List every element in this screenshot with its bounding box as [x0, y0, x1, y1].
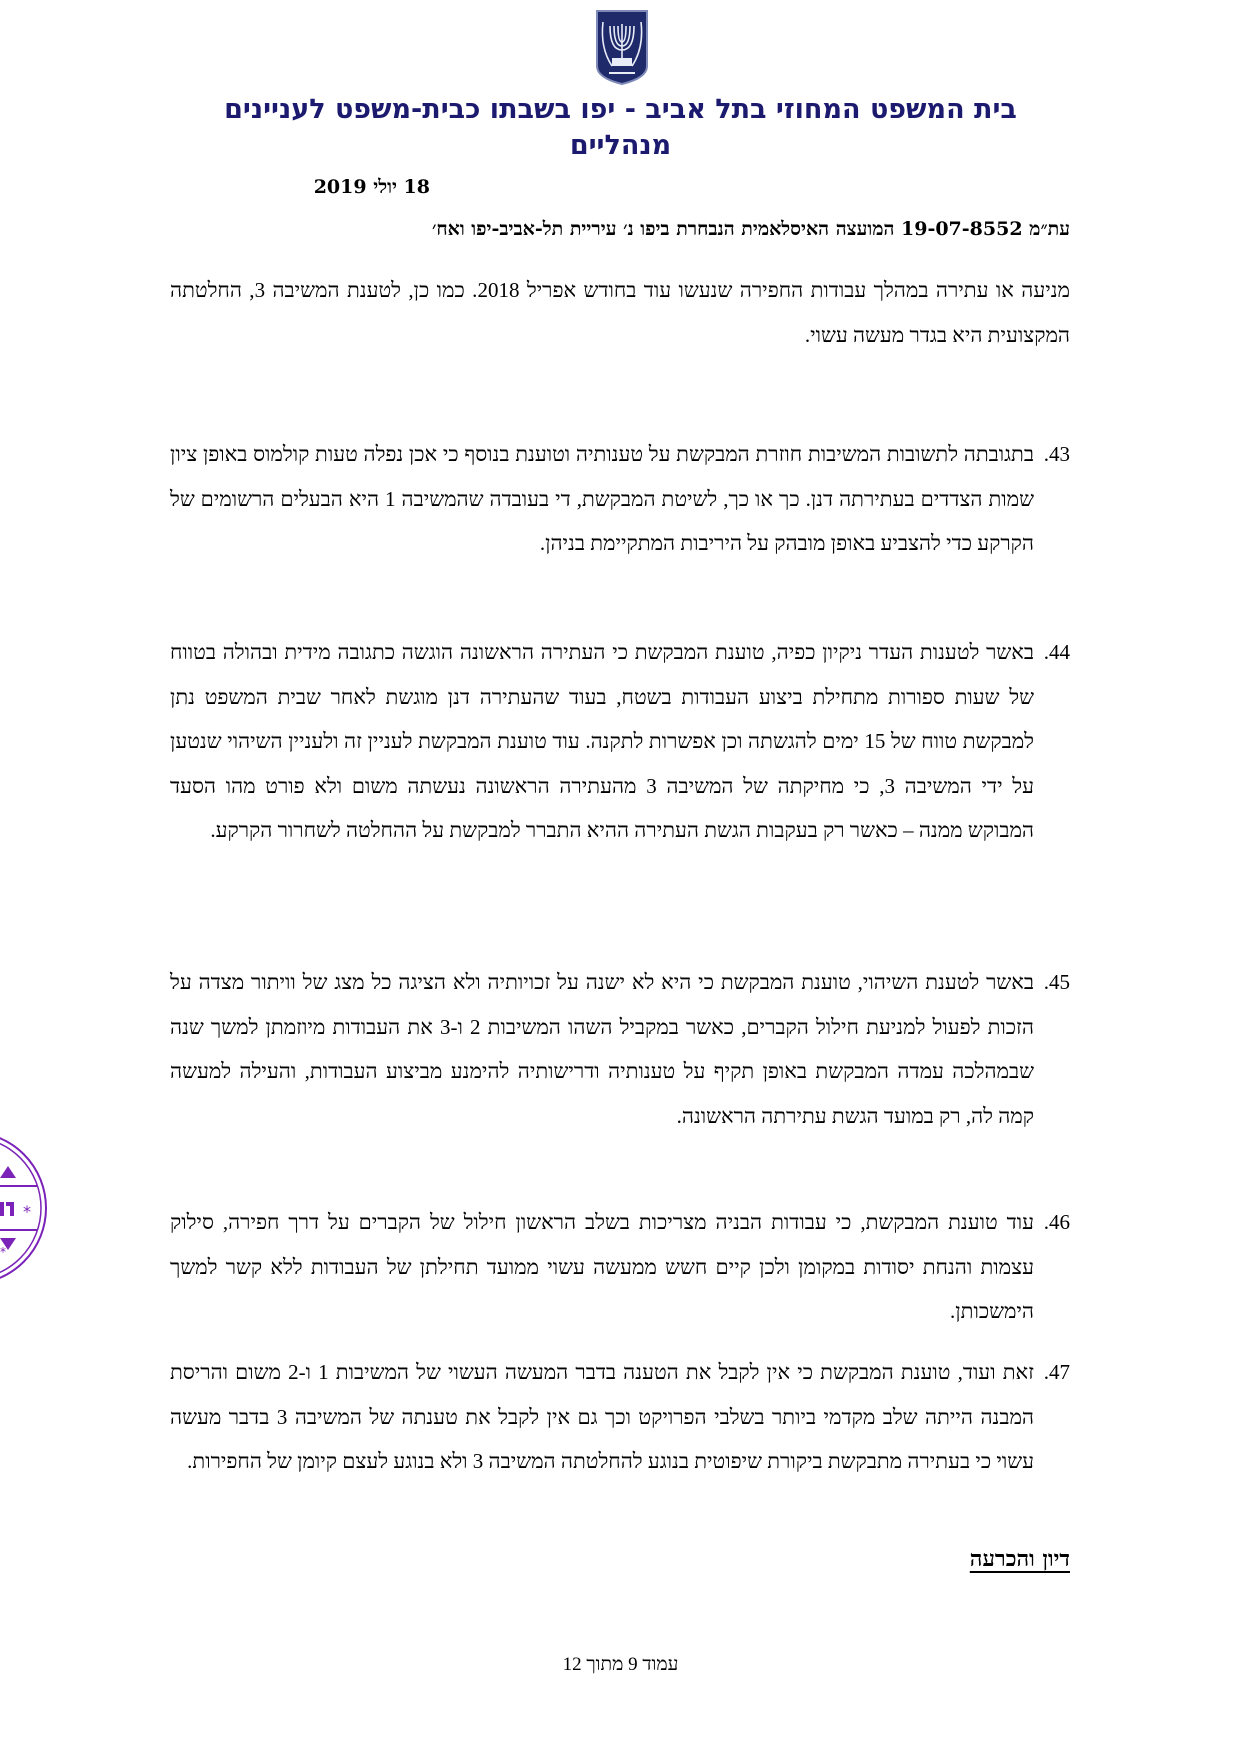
paragraph-number: 46.	[1043, 1210, 1070, 1234]
official-stamp-icon	[0, 1128, 50, 1288]
paragraph-43	[170, 432, 1070, 566]
paragraph-number: 47.	[1043, 1360, 1070, 1384]
page-number-footer: עמוד 9 מתוך 12	[562, 1654, 679, 1675]
svg-text:*: *	[23, 1202, 31, 1221]
case-caption: עת״מ 19-07-8552 המועצה האיסלאמית הנבחרת ביפו נ׳ עיריית תל-אביב-יפו ואח׳	[432, 218, 1070, 240]
state-emblem-icon	[594, 8, 650, 86]
court-title: בית המשפט המחוזי בתל אביב - יפו בשבתו כבית-משפט לעניינים מנהליים	[224, 94, 1017, 161]
paragraph-text: באשר לטענות העדר ניקיון כפיה, טוענת המבקשת כי העתירה הראשונה הוגשה כתגובה מידית ובהולה בטווח של שעות ספורות מתחילת ביצוע העבודות בשטח, בעוד שהעתירה דנן מוגשת לאחר שבית המשפט נתן למבקשת טווח של 15 ימים להגשתה וכן אפשרות לתקנה. עוד טוענת המבקשת לעניין זה ולעניין השיהוי שנטען על ידי המשיבה 3, כי מחיקתה של המשיבה 3 מהעתירה הראשונה נעשתה משום ולא פורט מהו הסעד המבוקש ממנה – כאשר רק בעקבות הגשת העתירה ההיא התברר למבקשת על ההחלטה לשחרור הקרקע.	[170, 640, 1035, 842]
paragraph-number: 43.	[1043, 442, 1070, 466]
paragraph-text: בתגובתה לתשובות המשיבות חוזרת המבקשת על טענותיה וטוענת בנוסף כי אכן נפלה טעות קולמוס באופן ציון שמות הצדדים בעתירתה דנן. כך או כך, לשיטת המבקשת, די בעובדה שהמשיבה 1 היא הבעלים הרשומים של הקרקע כדי להצביע באופן מובהק על היריבות המתקיימת בניהן.	[170, 442, 1034, 555]
paragraph-44	[170, 630, 1070, 853]
paragraph-text: זאת ועוד, טוענת המבקשת כי אין לקבל את הטענה בדבר המעשה העשוי של המשיבות 1 ו-2 משום והריסת המבנה הייתה שלב מקדמי ביותר בשלבי הפרויקט וכך גם אין לקבל את טענתה של המשיבה 3 בדבר מעשה עשוי כי בעתירה מתבקשת ביקורת שיפוטית בנוגע להחלטתה המשיבה 3 ולא בנוגע לעצם קיומן של החפירות.	[170, 1360, 1034, 1473]
svg-text:*: *	[0, 1245, 6, 1259]
paragraph-45	[170, 960, 1070, 1138]
paragraph-46	[170, 1200, 1070, 1334]
paragraph-number: 44.	[1043, 640, 1070, 664]
intro-paragraph: מניעה או עתירה במהלך עבודות החפירה שנעשו עוד בחודש אפריל 2018. כמו כן, לטענת המשיבה 3, החלטתה המקצועית היא בגדר מעשה עשוי.	[170, 278, 1070, 347]
paragraph-text: עוד טוענת המבקשת, כי עבודות הבניה מצריכות בשלב הראשון חילול של הקברים על דרך חפירה, סילוק עצמות והנחת יסודות במקומן ולכן קיים חשש ממעשה עשוי ממועד תחילתן של העבודות ללא קשר למשך הימשכותן.	[170, 1210, 1034, 1323]
decision-date: 18 יולי 2019	[313, 176, 430, 198]
paragraph-47	[170, 1350, 1070, 1484]
paragraph-number: 45.	[1043, 970, 1070, 994]
paragraph-text: באשר לטענת השיהוי, טוענת המבקשת כי היא לא ישנה על זכויותיה ולא הציגה כל מצג של וויתור מצדה על הזכות לפעול למניעת חילול הקברים, כאשר במקביל השהו המשיבות 2 ו-3 את העבודות מיוזמתן למשך שנה שבמהלכה עמדה המבקשת באופן תקיף על טענותיה ודרישותיה להימנע מביצוע העבודות, והעילה למעשה קמה לה, רק במועד הגשת עתירתה הראשונה.	[170, 970, 1034, 1128]
section-heading: דיון והכרעה	[969, 1546, 1070, 1572]
